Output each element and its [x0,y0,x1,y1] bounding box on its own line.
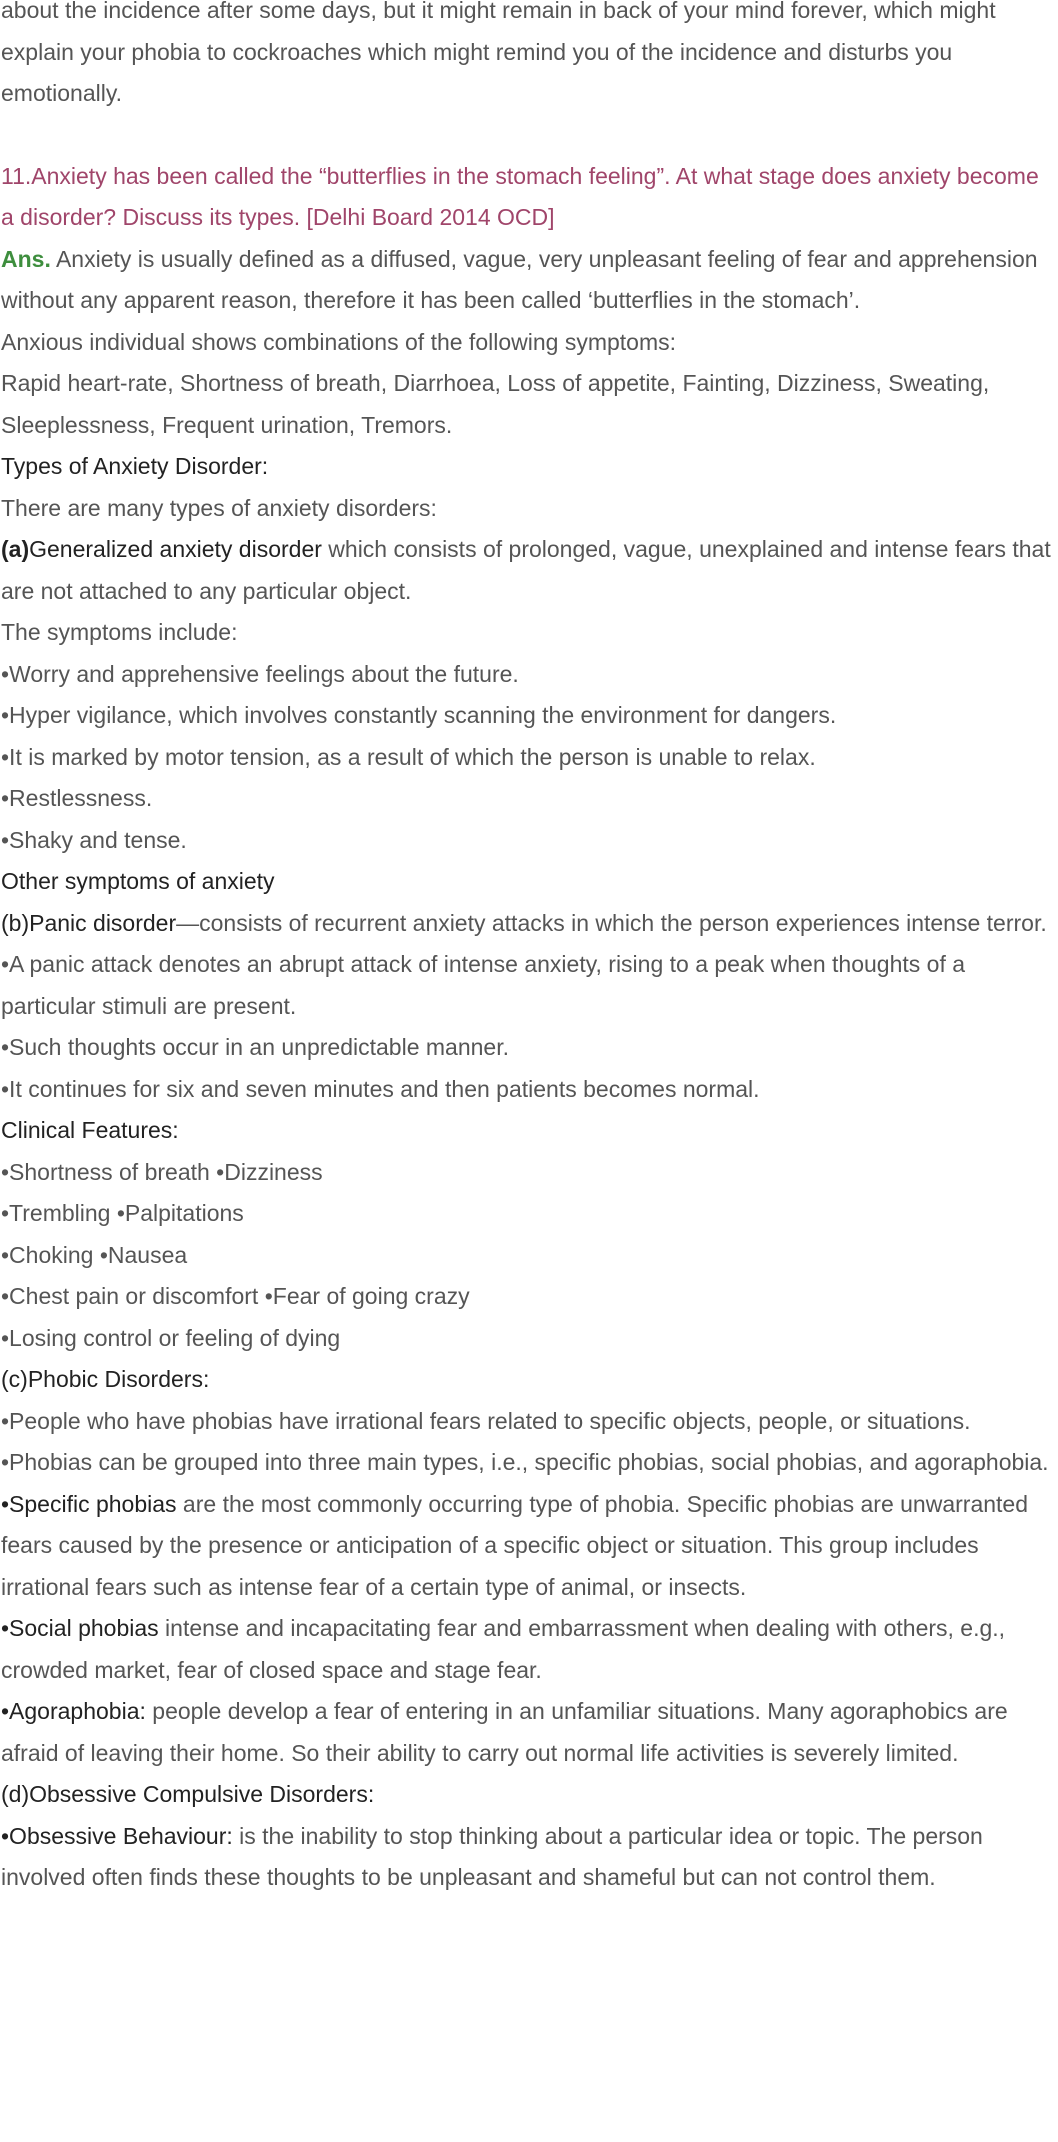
paragraph-gap [1,115,1056,156]
list-item: •Restlessness. [1,785,153,811]
list-item: •Hyper vigilance, which involves constantly scanning the environment for dangers. [1,702,837,728]
gad-symptoms-intro: The symptoms include: [1,619,238,645]
list-item: •People who have phobias have irrational fears related to specific objects, people, or situations. [1,1407,971,1434]
list-item: •A panic attack denotes an abrupt attack of intense anxiety, rising to a peak when thoughts of a particular stimuli are present. [1,951,966,1019]
article-body [1,0,1056,1899]
specific-phobias-term: •Specific phobias [1,1490,177,1517]
list-item: •It continues for six and seven minutes and then patients becomes normal. [1,1075,760,1102]
clinical-heading: Clinical Features: [1,1117,179,1143]
gad-title: Generalized anxiety disorder [29,536,322,562]
list-item: •Shortness of breath •Dizziness [1,1158,323,1185]
answer-definition: Anxiety is usually defined as a diffused, vague, very unpleasant feeling of fear and apprehension without any apparent reason, therefore it has been called ‘butterflies in the stomach’. [1,245,1038,313]
other-symptoms-heading: Other symptoms of anxiety [1,868,275,894]
obsessive-paragraph [1,1816,1056,1899]
list-item: •Losing control or feeling of dying [1,1324,341,1351]
list-item: •Chest pain or discomfort •Fear of going crazy [1,1283,470,1309]
intro-paragraph: about the incidence after some days, but it might remain in back of your mind forever, which might explain your phobia to cockroaches which might remind you of the incidence and disturbs you emotionally. [1,0,996,106]
social-phobias-paragraph [1,1608,1056,1691]
question-heading: 11.Anxiety has been called the “butterflies in the stomach feeling”. At what stage does anxiety become a disorder? Discuss its types. [Delhi Board 2014 OCD] [1,162,1039,230]
obsessive-term: •Obsessive Behaviour: [1,1822,233,1849]
panic-paragraph [1,903,1056,945]
gad-prefix: (a) [1,536,30,562]
gad-text: which consists of prolonged, vague, unexplained and intense fears that are not attached to any particular object. [1,536,1051,604]
list-item: •Trembling •Palpitations [1,1200,244,1226]
list-item: •Phobias can be grouped into three main types, i.e., specific phobias, social phobias, and agoraphobia. [1,1449,1049,1475]
list-item: •It is marked by motor tension, as a result of which the person is unable to relax. [1,743,816,770]
obsessive-text: is the inability to stop thinking about a particular idea or topic. The person involved often finds these thoughts to be unpleasant and shameful but can not control them. [1,1822,983,1890]
panic-text: —consists of recurrent anxiety attacks in which the person experiences intense terror. [176,909,1047,936]
list-item: •Shaky and tense. [1,826,187,853]
answer-paragraph [1,239,1056,322]
social-phobias-term: •Social phobias [1,1615,159,1641]
types-heading: Types of Anxiety Disorder: [1,453,269,479]
agoraphobia-paragraph [1,1691,1056,1774]
specific-phobias-paragraph [1,1484,1056,1609]
list-item: •Such thoughts occur in an unpredictable manner. [1,1034,509,1060]
agoraphobia-text: people develop a fear of entering in an unfamiliar situations. Many agoraphobics are afraid of leaving their home. So their ability to carry out normal life activities is severely limited. [1,1698,1008,1766]
symptoms-list: Rapid heart-rate, Shortness of breath, Diarrhoea, Loss of appetite, Fainting, Dizziness, Sweating, Sleeplessness, Frequent urination, Tremors. [1,370,990,438]
answer-label: Ans. [1,245,51,272]
types-intro: There are many types of anxiety disorders: [1,494,437,521]
ocd-heading: (d)Obsessive Compulsive Disorders: [1,1781,375,1807]
panic-title: (b)Panic disorder [1,909,177,936]
list-item: •Worry and apprehensive feelings about the future. [1,660,519,687]
social-phobias-text: intense and incapacitating fear and embarrassment when dealing with others, e.g., crowded market, fear of closed space and stage fear. [1,1615,1006,1683]
list-item: •Choking •Nausea [1,1241,188,1268]
gad-paragraph [1,529,1056,612]
phobic-heading: (c)Phobic Disorders: [1,1366,210,1392]
symptoms-intro: Anxious individual shows combinations of the following symptoms: [1,328,676,355]
agoraphobia-term: •Agoraphobia: [1,1698,146,1724]
specific-phobias-text: are the most commonly occurring type of phobia. Specific phobias are unwarranted fears caused by the presence or anticipation of a specific object or situation. This group includes irrational fears such as intense fear of a certain type of animal, or insects. [1,1490,1028,1600]
